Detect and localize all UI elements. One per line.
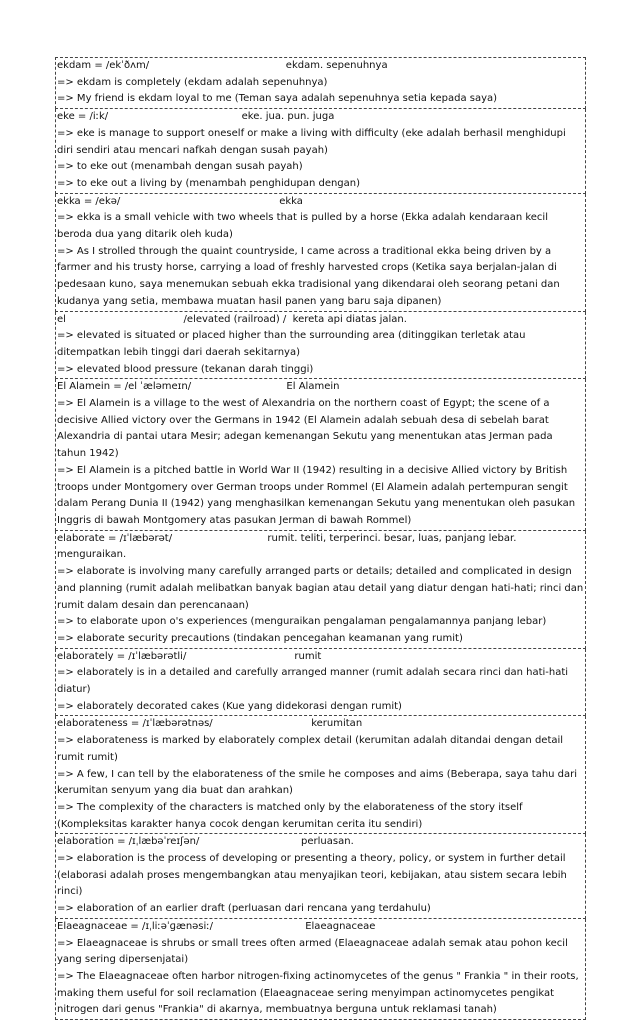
entry-example-line: => The complexity of the characters is matched only by the elaborateness of the story itself (Kompleksitas karakter hanya cocok dengan kerumitan cerita itu sendiri) [57, 801, 526, 830]
entry-example-line: => elevated is situated or placed higher than the surrounding area (ditinggikan terletak atau ditempatkan lebih tinggi dari daerah sekitarnya) [57, 330, 529, 358]
entry-headword: Elaeagnaceae = /ɪˌliːəˈɡænəsiː/ Elaeagnaceae [57, 920, 376, 932]
dictionary-entry [55, 649, 586, 717]
dictionary-entry [55, 194, 586, 312]
entry-headword: eke = /iːk/ eke. jua. pun. juga [57, 111, 335, 123]
dictionary-entry [55, 716, 586, 834]
dictionary-entry [55, 379, 586, 530]
entry-headword: elaborately = /ɪˈlæbərətli/ rumit [57, 650, 322, 662]
dictionary-entry [55, 312, 586, 380]
entry-example-line: => elaborateness is marked by elaborately complex detail (kerumitan adalah ditandai dengan detail rumit rumit) [57, 735, 567, 763]
entry-example-line: => The Elaeagnaceae often harbor nitrogen-fixing actinomycetes of the genus " Frankia " in their roots, making them useful for soil reclamation (Elaeagnaceae sering menyimpan actinomycetes pengikat nitrogen dari genus "Frankia" di akarnya, membuatnya berguna untuk reklamasi tanah) [57, 970, 582, 1016]
entry-example-line: => El Alamein is a village to the west of Alexandria on the northern coast of Egypt; the scene of a decisive Allied victory over the Germans in 1942 (El Alamein adalah sebuah desa di sebelah barat Alexandria di pantai utara Mesir; adegan kemenangan Sekutu yang menentukan atas Jerman pada tahun 1942) [57, 398, 556, 460]
entry-example-line: => elaborate security precautions (tindakan pencegahan keamanan yang rumit) [57, 632, 463, 644]
entry-example-line: => elaboration of an earlier draft (perluasan dari rencana yang terdahulu) [57, 903, 431, 915]
entry-example-line: => elaborate is involving many carefully arranged parts or details; detailed and complicated in design and planning (rumit adalah melibatkan banyak bagian atau detail yang diatur dengan hati-hati; rinci dan rumit dalam desain dan perencanaan) [57, 566, 587, 611]
dictionary-entry [55, 919, 586, 1020]
entry-example-line: => ekka is a small vehicle with two wheels that is pulled by a horse (Ekka adalah kendaraan kecil beroda dua yang ditarik oleh kuda) [57, 212, 552, 241]
dictionary-entry [55, 834, 586, 919]
entry-example-line: => elevated blood pressure (tekanan darah tinggi) [57, 363, 314, 375]
entry-example-line: => elaborately decorated cakes (Kue yang didekorasi dengan rumit) [57, 700, 402, 712]
dictionary-entry [55, 531, 586, 649]
entry-headword: el /elevated (railroad) / kereta api diatas jalan. [57, 313, 407, 325]
entry-example-line: => A few, I can tell by the elaborateness of the smile he composes and aims (Beberapa, saya tahu dari kerumitan senyum yang dia buat dan arahkan) [57, 768, 581, 797]
entry-example-line: => to eke out (menambah dengan susah payah) [57, 161, 303, 173]
dictionary-entry [55, 109, 586, 194]
entry-example-line: => to eke out a living by (menambah penghidupan dengan) [57, 177, 361, 189]
entry-headword: elaboration = /ɪˌlæbəˈreɪʃən/ perluasan. [57, 836, 354, 848]
entry-example-line: => El Alamein is a pitched battle in World War II (1942) resulting in a decisive Allied victory by British troops under Montgomery over German troops under Rommel (El Alamein adalah pertempuran sengit dalam Perang Dunia II (1942) yang menghasilkan kemenangan Sekutu yang menentukan oleh pasukan Inggris di bawah Montgomery atas pasukan Jerman di bawah Rommel) [57, 464, 579, 526]
entry-example-line: => My friend is ekdam loyal to me (Teman saya adalah sepenuhnya setia kepada saya) [57, 93, 498, 105]
entry-example-line: => eke is manage to support oneself or make a living with difficulty (eke adalah berhasil menghidupi diri sendiri atau mencari nafkah dengan susah payah) [57, 127, 569, 156]
entry-example-line: => Elaeagnaceae is shrubs or small trees often armed (Elaeagnaceae adalah semak atau pohon kecil yang sering dipersenjatai) [57, 937, 572, 966]
entry-headword: elaborate = /ɪˈlæbərət/ rumit. teliti, terperinci. besar, luas, panjang lebar. menguraikan. [57, 532, 520, 561]
dictionary-page [55, 57, 586, 1020]
entry-example-line: => ekdam is completely (ekdam adalah sepenuhnya) [57, 76, 328, 88]
entry-example-line: => elaborately is in a detailed and carefully arranged manner (rumit adalah secara rinci dan hati-hati diatur) [57, 667, 572, 696]
entry-headword: ekdam = /ekˈðʌm/ ekdam. sepenuhnya [57, 60, 388, 71]
entry-example-line: => elaboration is the process of developing or presenting a theory, policy, or system in further detail (elaborasi adalah proses mengembangkan atau menyajikan teori, kebijakan, atau sistem secara lebih rinci) [57, 853, 571, 898]
entry-example-line: => As I strolled through the quaint countryside, I came across a traditional ekka being driven by a farmer and his trusty horse, carrying a load of freshly harvested crops (Ketika saya berjalan-jalan di pedesaan kuno, saya menemukan sebuah ekka tradisional yang dikendarai oleh seorang petani dan kudanya yang setia, membawa muatan hasil panen yang baru saja dipanen) [57, 245, 563, 307]
entry-headword: elaborateness = /ɪˈlæbərətnəs/ kerumitan [57, 718, 363, 730]
entry-headword: El Alamein = /el ˈæləmeɪn/ El Alamein [57, 381, 340, 393]
entry-example-line: => to elaborate upon o's experiences (menguraikan pengalaman pengalamannya panjang lebar) [57, 616, 547, 628]
entry-headword: ekka = /ekə/ ekka [57, 195, 303, 207]
dictionary-entry [55, 57, 586, 109]
